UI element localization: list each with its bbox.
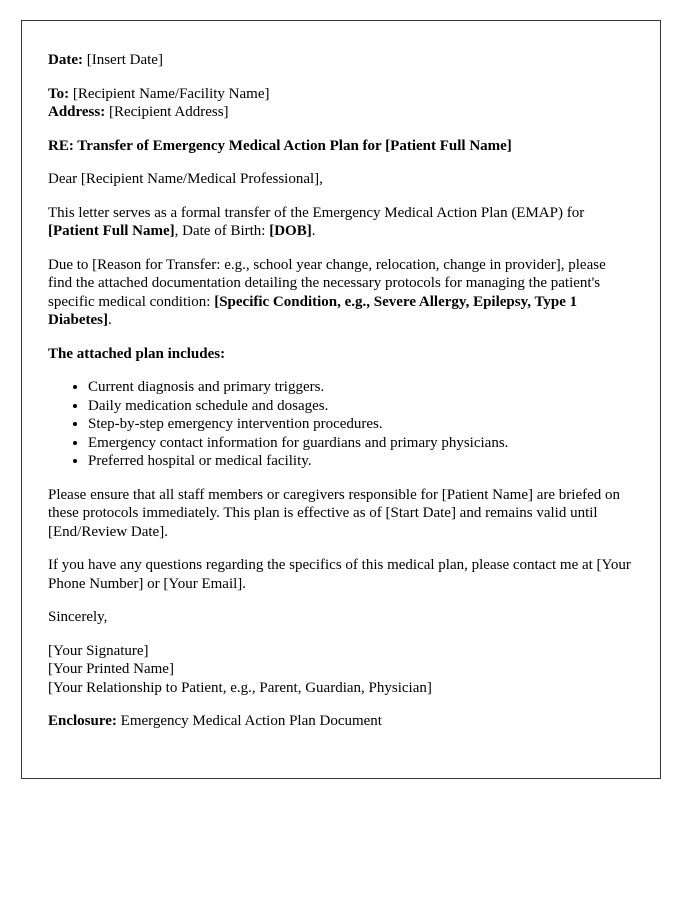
date-line	[48, 51, 632, 70]
list-item: • Step-by-step emergency intervention procedures.	[88, 415, 632, 434]
reason-text-1: Due to [Reason for Transfer: e.g., school year change, relocation, change in provider], please find the attached documentation detailing the necessary protocols for managing the patient's specific medical condition:	[48, 256, 606, 310]
salutation: Dear [Recipient Name/Medical Professional],	[48, 171, 323, 187]
enclosure-label: Enclosure:	[48, 713, 117, 729]
closing: Sincerely,	[48, 609, 108, 625]
subject-line: RE: Transfer of Emergency Medical Action Plan for [Patient Full Name]	[48, 137, 512, 154]
relationship-line: [Your Relationship to Patient, e.g., Parent, Guardian, Physician]	[48, 679, 432, 696]
date-value: [Insert Date]	[82, 52, 163, 68]
enclosure-line	[48, 712, 632, 731]
printed-name-line: [Your Printed Name]	[48, 661, 174, 677]
list-item: • Current diagnosis and primary triggers.	[88, 378, 632, 397]
transfer-text-3: .	[311, 223, 316, 239]
address-value: [Recipient Address]	[105, 104, 229, 120]
to-line	[48, 85, 632, 104]
paragraph-contact: If you have any questions regarding the specifics of this medical plan, please contact me at [Your Phone Number] or [Your Email].	[48, 557, 631, 592]
list-item: • Daily medication schedule and dosages.	[88, 397, 632, 416]
dob-placeholder: [DOB]	[269, 223, 312, 239]
signature-line: [Your Signature]	[48, 642, 149, 659]
recipient-block	[48, 85, 632, 122]
reason-text-2: .	[108, 312, 112, 328]
attached-plan-list	[48, 378, 632, 471]
date-label: Date:	[48, 52, 83, 68]
transfer-text-2: , Date of Birth:	[174, 223, 270, 239]
address-line	[48, 103, 632, 122]
paragraph-transfer	[48, 204, 632, 241]
paragraph-reason	[48, 256, 632, 330]
signature-block	[48, 642, 632, 698]
patient-name-placeholder: [Patient Full Name]	[48, 223, 175, 239]
paragraph-briefing: Please ensure that all staff members or caregivers responsible for [Patient Name] are briefed on these protocols immediately. This plan is effective as of [Start Date] and remains valid until [End/Review Date].	[48, 486, 620, 540]
to-label: To:	[48, 85, 70, 102]
to-value: [Recipient Name/Facility Name]	[69, 85, 270, 102]
letter-document	[21, 20, 661, 779]
transfer-text-1: This letter serves as a formal transfer of the Emergency Medical Action Plan (EMAP) for	[48, 204, 585, 221]
condition-placeholder: [Specific Condition, e.g., Severe Allergy, Epilepsy, Type 1 Diabetes]	[48, 293, 578, 328]
enclosure-value: Emergency Medical Action Plan Document	[116, 713, 382, 729]
list-item: • Emergency contact information for guardians and primary physicians.	[88, 434, 632, 453]
address-label: Address:	[48, 104, 106, 120]
attached-plan-heading: The attached plan includes:	[48, 345, 226, 362]
list-item: • Preferred hospital or medical facility.	[88, 452, 632, 471]
